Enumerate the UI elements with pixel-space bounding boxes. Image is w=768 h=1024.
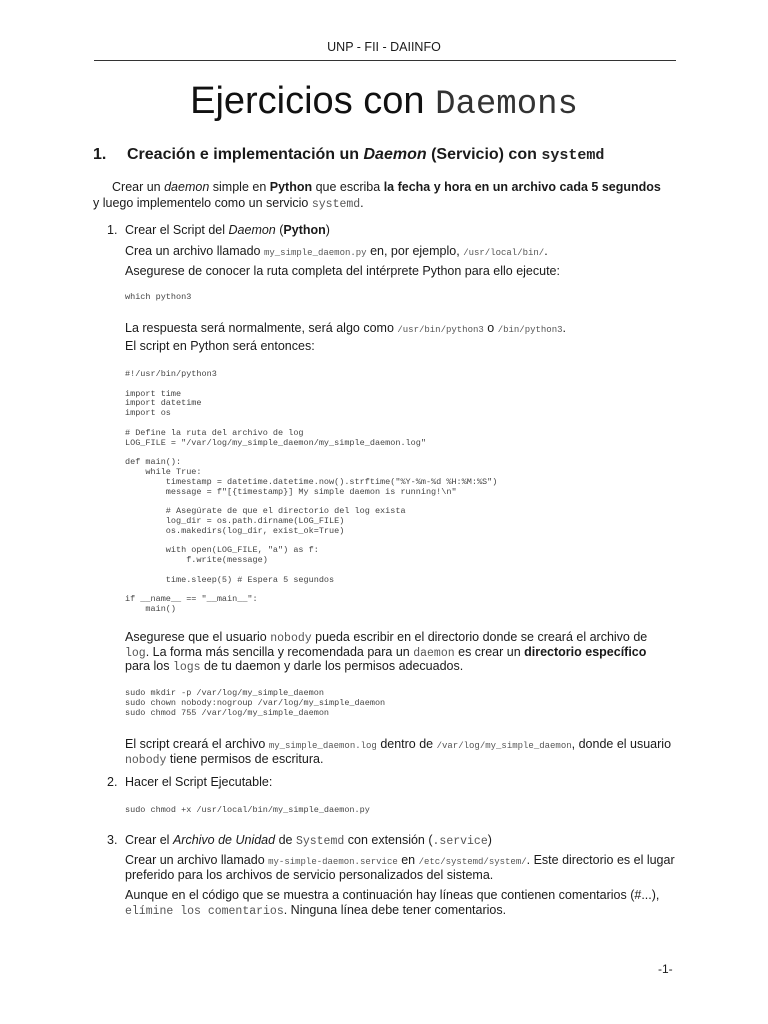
t: directorio específico xyxy=(524,645,647,659)
step3-heading xyxy=(107,832,492,850)
header-divider xyxy=(94,60,676,61)
t: que escriba xyxy=(312,180,384,194)
step1-heading xyxy=(107,222,330,238)
t: , donde el usuario xyxy=(571,737,672,751)
t: . Este directorio es el lugar xyxy=(526,853,675,867)
step3-p2-line1: Aunque en el código que se muestra a continuación hay líneas que contienen comentarios (#...), xyxy=(125,888,660,902)
t: con extensión ( xyxy=(344,833,433,847)
t: Crea un archivo llamado xyxy=(125,244,264,258)
section-number: 1. xyxy=(93,146,107,163)
code-permissions: sudo mkdir -p /var/log/my_simple_daemon sudo chown nobody:nogroup /var/log/my_simple_daemon sudo chmod 755 /var/log/my_simple_daemon xyxy=(125,688,386,718)
t: Crear un archivo llamado xyxy=(125,853,269,867)
code-which-python: which python3 xyxy=(125,292,192,302)
t: dentro de xyxy=(376,737,437,751)
t: elímine los comentarios xyxy=(125,905,284,918)
t: . xyxy=(562,321,566,335)
t: daemon xyxy=(413,647,455,660)
step2-number: 2. xyxy=(107,775,118,789)
t: Python xyxy=(269,180,313,194)
page-header: UNP - FII - DAIINFO xyxy=(327,40,441,54)
t: . xyxy=(544,244,548,258)
step3-number: 3. xyxy=(107,833,118,847)
t: o xyxy=(483,321,498,335)
intro-line-1 xyxy=(112,179,661,195)
t: /var/log/my_simple_daemon xyxy=(436,741,572,751)
t: nobody xyxy=(270,632,312,645)
t: nobody xyxy=(125,754,167,767)
t: Hacer el Script Ejecutable: xyxy=(125,775,273,789)
t: Systemd xyxy=(295,835,345,848)
t: Daemon xyxy=(228,223,276,237)
t: es crear un xyxy=(454,645,525,659)
page-number: -1- xyxy=(658,962,673,976)
t: la fecha y hora en un archivo cada 5 segundos xyxy=(383,180,661,194)
t: . xyxy=(360,196,364,210)
t: . Ninguna línea debe tener comentarios. xyxy=(283,903,507,917)
t: daemon xyxy=(164,180,210,194)
t: para los xyxy=(125,659,173,673)
t: /bin/python3 xyxy=(497,325,563,335)
step1-number: 1. xyxy=(107,223,118,237)
t: simple en xyxy=(209,180,270,194)
intro-line-2 xyxy=(93,195,364,213)
title-text: Ejercicios con xyxy=(190,80,436,122)
t: y luego implementelo como un servicio xyxy=(93,196,312,210)
step1-p2: Asegurese de conocer la ruta completa del intérprete Python para ello ejecute: xyxy=(125,264,560,278)
t: Crear el Script del xyxy=(125,223,229,237)
section-heading-mid: (Servicio) con xyxy=(426,146,542,163)
t: tiene permisos de escritura. xyxy=(166,752,324,766)
step1-p5-line3 xyxy=(125,658,463,676)
t: my_simple_daemon.log xyxy=(268,741,377,751)
t: . La forma más sencilla y recomendada para un xyxy=(145,645,414,659)
t: Crear un xyxy=(112,180,165,194)
step1-p6-line2 xyxy=(125,751,323,769)
t: en xyxy=(397,853,419,867)
t: Python xyxy=(283,223,326,237)
title-mono: Daemons xyxy=(435,86,578,124)
t: .service xyxy=(432,835,488,848)
t: de tu daemon y darle los permisos adecuados. xyxy=(200,659,464,673)
t: ) xyxy=(325,223,330,237)
step3-p2-line2 xyxy=(125,902,506,920)
step1-p3 xyxy=(125,320,566,338)
page-title xyxy=(0,80,768,124)
t: Crear el xyxy=(125,833,173,847)
t: log xyxy=(125,647,146,660)
t: El script creará el archivo xyxy=(125,737,269,751)
t: La respuesta será normalmente, será algo como xyxy=(125,321,398,335)
step2-heading xyxy=(107,774,272,790)
t: systemd xyxy=(311,198,361,211)
section-heading-pre: Creación e implementación un xyxy=(127,146,364,163)
t: de xyxy=(275,833,296,847)
t: ( xyxy=(275,223,284,237)
section-heading xyxy=(93,146,604,164)
t: Archivo de Unidad xyxy=(172,833,276,847)
t: /usr/bin/python3 xyxy=(397,325,484,335)
t: /etc/systemd/system/ xyxy=(418,857,527,867)
t: Asegurese que el usuario xyxy=(125,630,271,644)
t: pueda escribir en el directorio donde se creará el archivo de xyxy=(311,630,648,644)
step3-p1-line2: preferido para los archivos de servicio personalizados del sistema. xyxy=(125,868,494,882)
t: my-simple-daemon.service xyxy=(268,857,398,867)
section-heading-daemon: Daemon xyxy=(363,146,427,163)
t: my_simple_daemon.py xyxy=(263,248,367,258)
code-python-script: #!/usr/bin/python3 import time import datetime import os # Define la ruta del archivo de log LOG_FILE = "/var/log/my_simple_daemon/my_simple_daemon.log" def main(): while True: timestamp = datetime.datetime.now().strftime("%Y-%m-%d %H:%M:%S") message = f"[{timestamp}] My simple daemon is running!\n" # Asegúrate de que el directorio del log exista log_dir = os.path.dirname(LOG_FILE) os.makedirs(log_dir, exist_ok=True) with open(LOG_FILE, "a") as f: f.write(message) time.sleep(5) # Espera 5 segundos if __name__ == "__main__": main() xyxy=(125,369,498,615)
code-chmod: sudo chmod +x /usr/local/bin/my_simple_daemon.py xyxy=(125,805,370,815)
step1-p1 xyxy=(125,243,548,261)
t: /usr/local/bin/ xyxy=(463,248,545,258)
section-heading-systemd: systemd xyxy=(541,147,605,164)
t: ) xyxy=(487,833,492,847)
t: en, por ejemplo, xyxy=(366,244,464,258)
step1-p4: El script en Python será entonces: xyxy=(125,339,315,353)
t: logs xyxy=(172,661,201,674)
